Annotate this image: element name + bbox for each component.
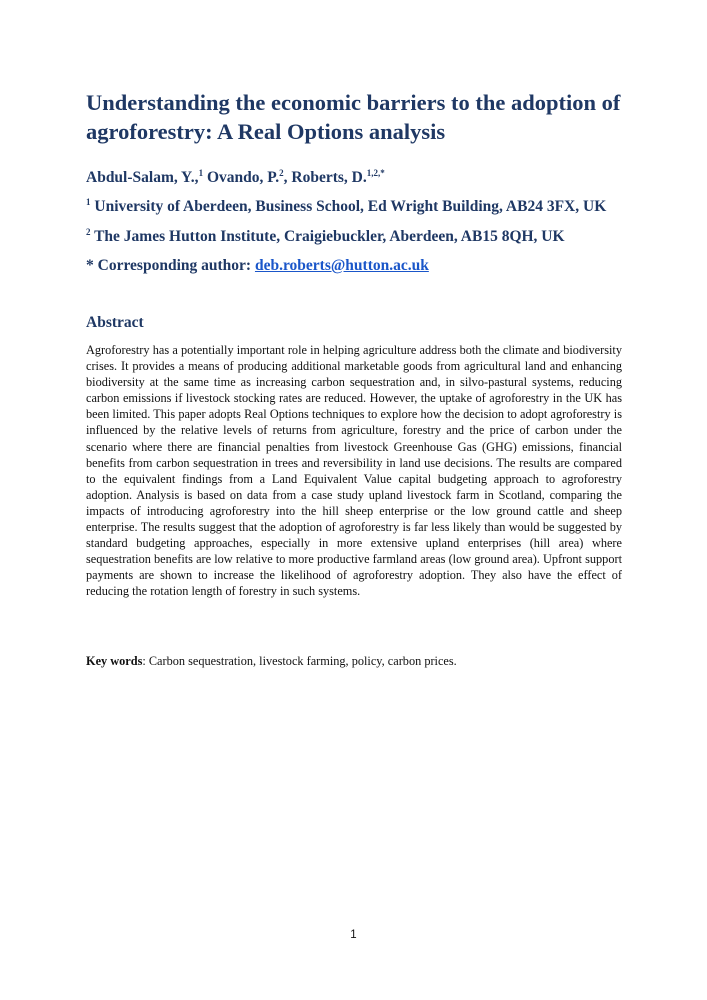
keywords-text: : Carbon sequestration, livestock farming, policy, carbon prices. [142,654,457,668]
author-name: , Roberts, D. [283,169,367,186]
author-affiliation-marker: 1 [198,167,204,178]
keywords-label: Key words [86,654,143,668]
keywords-line [86,653,622,669]
paper-title: Understanding the economic barriers to the adoption of agroforestry: A Real Options analysis [86,90,621,144]
corresponding-author [86,256,656,276]
author-list [86,168,646,188]
affiliation-1 [86,197,656,217]
affiliation-marker: 1 [86,196,91,207]
affiliation-2 [86,227,656,247]
abstract-body: Agroforestry has a potentially important role in helping agriculture address both the climate and biodiversity crises. It provides a means of producing additional marketable goods from agricultural land and enhancing biodiversity at the same time as increasing carbon sequestration and, in silvo-pastural systems, reducing carbon emissions if livestock stocking rates are reduced. However, the uptake of agroforestry in the UK has been limited. This paper adopts Real Options techniques to explore how the decision to adopt agroforestry is influenced by the relative levels of returns from agriculture, forestry and the price of carbon under the scenario where there are financial penalties from livestock Greenhouse Gas (GHG) emissions, financial benefits from carbon sequestration in trees and reversibility in land use decisions. The results are compared to the equivalent findings from a Land Equivalent Value capital budgeting approach to agroforestry adoption. Analysis is based on data from a case study upland livestock farm in Scotland, comparing the impacts of introducing agroforestry into the hill sheep enterprise or the low ground cattle and sheep enterprise. The results suggest that the adoption of agroforestry is far less likely than would be suggested by standard budgeting approaches, especially in more extensive upland enterprises (hill area) where sequestration benefits are low relative to more productive farmland areas (low ground area). Upfront support payments are shown to increase the likelihood of agroforestry adoption. They also have the effect of reducing the rotation length of forestry in such systems. [86,343,622,599]
author-affiliation-marker: 2 [279,167,284,178]
abstract-heading: Abstract [86,314,144,331]
affiliation-text: University of Aberdeen, Business School, Ed Wright Building, AB24 3FX, UK [90,198,607,215]
author-affiliation-marker: 1,2,* [366,167,385,178]
page-number: 1 [350,929,357,941]
corresponding-email-link[interactable]: deb.roberts@hutton.ac.uk [254,257,429,274]
corresponding-author-label: * Corresponding author: [86,257,255,274]
affiliation-text: The James Hutton Institute, Craigiebuckler, Aberdeen, AB15 8QH, UK [90,228,565,245]
affiliation-marker: 2 [86,226,91,237]
author-name: Abdul-Salam, Y., [86,169,199,186]
author-name: Ovando, P. [203,169,280,186]
